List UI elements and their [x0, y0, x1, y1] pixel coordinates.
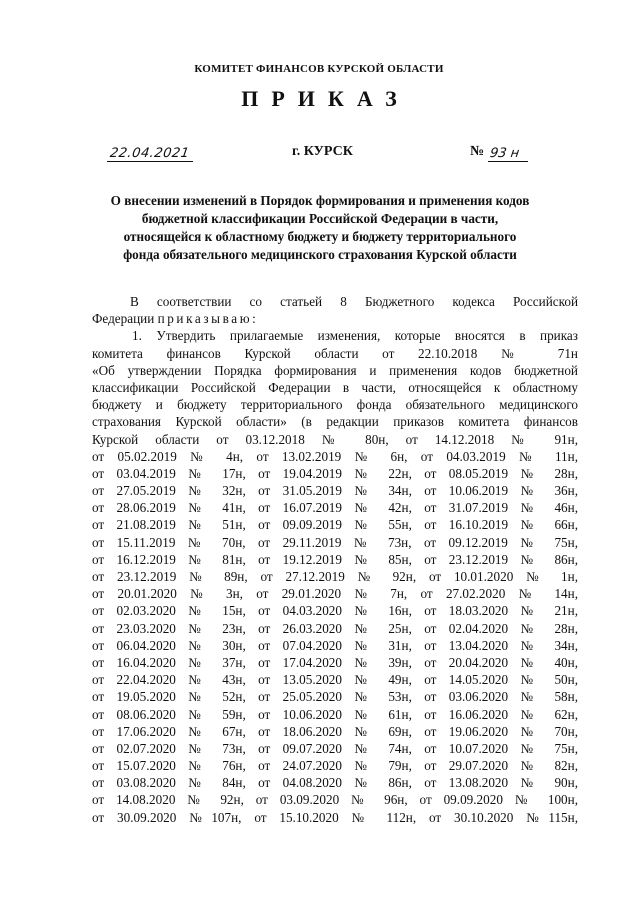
body-line: от 16.12.2019 № 81н, от 19.12.2019 № 85н, от 23.12.2019 № 86н, — [92, 551, 578, 567]
body-line: от 21.08.2019 № 51н, от 09.09.2019 № 55н, от 16.10.2019 № 66н, — [92, 517, 578, 533]
body-line: классификации Российской Федерации в части, относящейся к областному — [92, 379, 578, 395]
body-text-segment: Федерации — [92, 311, 155, 327]
body-line: от 30.09.2020 №107н, от 15.10.2020 № 112н, от 30.10.2020 №115н, — [92, 809, 578, 825]
order-body — [92, 293, 578, 860]
body-line: от 06.04.2020 № 30н, от 07.04.2020 № 31н, от 13.04.2020 № 34н, — [92, 637, 578, 653]
order-meta-row — [0, 141, 638, 163]
subject-line: фонда обязательного медицинского страхования Курской области — [123, 247, 517, 262]
number-underline — [488, 161, 528, 162]
order-number-handwritten: 93 н — [488, 146, 521, 161]
body-line: от 08.06.2020 № 59н, от 10.06.2020 № 61н, от 16.06.2020 № 62н, — [92, 706, 578, 722]
subject-line: О внесении изменений в Порядок формирования и применения кодов — [110, 193, 530, 208]
body-line: от 03.04.2019 № 17н, от 19.04.2019 № 22н, от 08.05.2019 № 28н, — [92, 465, 578, 481]
body-line: комитета финансов Курской области от 22.10.2018 № 71н — [92, 345, 578, 361]
body-line: от 02.07.2020 № 73н, от 09.07.2020 № 74н, от 10.07.2020 № 75н, — [92, 740, 578, 756]
body-line: В соответствии со статьей 8 Бюджетного кодекса Российской — [130, 294, 578, 309]
body-line: от 27.05.2019 № 32н, от 31.05.2019 № 34н, от 10.06.2019 № 36н, — [92, 483, 578, 499]
body-line — [92, 310, 578, 327]
body-line: от 22.04.2020 № 43н, от 13.05.2020 № 49н, от 14.05.2020 № 50н, — [92, 672, 578, 688]
committee-name: КОМИТЕТ ФИНАНСОВ КУРСКОЙ ОБЛАСТИ — [194, 63, 444, 75]
body-line: от 20.01.2020 № 3н, от 29.01.2020 № 7н, от 27.02.2020 № 14н, — [92, 586, 578, 602]
body-line: 1. Утвердить прилагаемые изменения, которые вносятся в приказ — [132, 328, 578, 344]
body-line — [92, 843, 578, 860]
body-text-spaced: приказываю: — [157, 311, 259, 327]
order-date-handwritten: 22.04.2021 — [108, 146, 191, 161]
date-underline — [107, 161, 193, 162]
subject-line: относящейся к областному бюджету и бюджету территориального — [123, 229, 517, 244]
subject-line: бюджетной классификации Российской Федерации в части, — [141, 211, 499, 226]
body-line: от 17.06.2020 № 67н, от 18.06.2020 № 69н, от 19.06.2020 № 70н, — [92, 723, 578, 739]
body-line: от 15.07.2020 № 76н, от 24.07.2020 № 79н, от 29.07.2020 № 82н, — [92, 758, 578, 774]
body-line: от 05.02.2019 № 4н, от 13.02.2019 № 6н, от 04.03.2019 № 11н, — [92, 448, 578, 464]
body-line: «Об утверждении Порядка формирования и применения кодов бюджетной — [92, 362, 578, 378]
body-line: Курской области от 03.12.2018 № 80н, от 14.12.2018 № 91н, — [92, 431, 578, 447]
order-title: ПРИКАЗ — [241, 86, 410, 111]
body-line: от 15.11.2019 № 70н, от 29.11.2019 № 73н, от 09.12.2019 № 75н, — [92, 534, 578, 550]
body-line: от 03.08.2020 № 84н, от 04.08.2020 № 86н, от 13.08.2020 № 90н, — [92, 775, 578, 791]
body-line — [92, 826, 578, 843]
body-line: от 23.03.2020 № 23н, от 26.03.2020 № 25н, от 02.04.2020 № 28н, — [92, 620, 578, 636]
body-line: от 14.08.2020 № 92н, от 03.09.2020 № 96н, от 09.09.2020 № 100н, — [92, 792, 578, 808]
body-line: от 23.12.2019 № 89н, от 27.12.2019 № 92н, от 10.01.2020 № 1н, — [92, 569, 578, 584]
body-line: бюджету и бюджету территориального фонда обязательного медицинского — [92, 397, 578, 413]
body-line: от 02.03.2020 № 15н, от 04.03.2020 № 16н, от 18.03.2020 № 21н, — [92, 603, 578, 619]
order-number-sign: № — [470, 144, 485, 159]
body-line: от 28.06.2019 № 41н, от 16.07.2019 № 42н, от 31.07.2019 № 46н, — [92, 500, 578, 516]
order-city: г. КУРСК — [292, 144, 353, 159]
body-line: от 16.04.2020 № 37н, от 17.04.2020 № 39н, от 20.04.2020 № 40н, — [92, 654, 578, 670]
order-subject — [100, 192, 540, 264]
body-line: от 19.05.2020 № 52н, от 25.05.2020 № 53н, от 03.06.2020 № 58н, — [92, 689, 578, 705]
body-line: страхования Курской области» (в редакции приказов комитета финансов — [92, 414, 578, 430]
